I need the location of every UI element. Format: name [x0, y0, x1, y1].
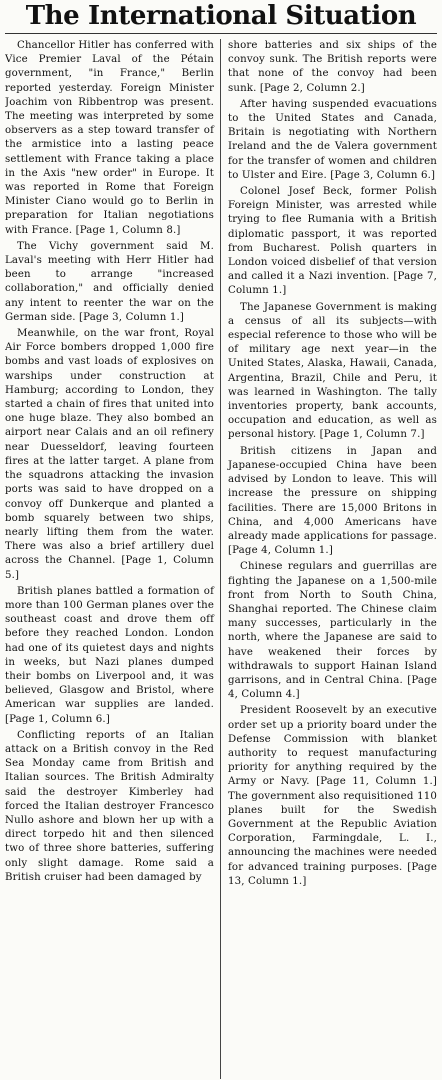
column-left — [5, 39, 221, 1079]
paragraph-japanese-census: The Japanese Government is making a census of all its subjects—with especial reference to those who will be of military age next year—in the United States, Alaska, Hawaii, Canada, Argentina, Brazil, Chile and Peru, it was learned in Washington. The tally inventories property, bank accounts, occupation and education, as well as personal history. [Page 1, Column 7.] — [228, 301, 437, 441]
headline-rule — [5, 33, 437, 34]
paragraph-raf-bombers: Meanwhile, on the war front, Royal Air Force bombers dropped 1,000 fire bombs and vast loads of explosives on warships under construction at Hamburg; according to London, they started a chain of fires that united into one huge blaze. They also bombed an airport near Calais and an oil refinery near Duesseldorf, leaving fourteen fires at the latter target. A plane from the squadrons attacking the invasion ports was said to have dropped on a convoy off Dunkerque and planted a bomb squarely between two ships, nearly lifting them from the water. There was also a brief artillery duel across the Channel. [Page 1, Column 5.] — [5, 328, 214, 581]
paragraph-british-planes: British planes battled a formation of more than 100 German planes over the southeast coast and drove them off before they reached London. London had one of its quietest days and nights in weeks, but Nazi planes dumped their bombs on Liverpool and, it was believed, Glasgow and Bristol, where American war supplies are landed. [Page 1, Column 6.] — [5, 585, 214, 725]
paragraph-british-citizens-japan: British citizens in Japan and Japanese-occupied China have been advised by London to leave. This will increase the pressure on shipping facilities. There are 15,000 Britons in China, and 4,000 Americans have already made applications for passage. [Page 4, Column 1.] — [228, 445, 437, 557]
article-columns — [5, 39, 437, 1079]
column-right — [228, 39, 437, 1079]
headline: The International Situation — [25, 1, 417, 31]
paragraph-colonel-beck: Colonel Josef Beck, former Polish Foreign Minister, was arrested while trying to flee Rumania with a British diplomatic passport, it was reported from Bucharest. Polish quarters in London voiced disbelief of that version and called it a Nazi invention. [Page 7, Column 1.] — [228, 186, 437, 297]
paragraph-roosevelt-priority: President Roosevelt by an executive order set up a priority board under the Defense Commission with blanket authority to request manufacturing priority for anything required by the Army or Navy. [Page 11, Column 1.] The government also requisitioned 110 planes built for the Swedish Government at the Republic Aviation Corporation, Farmingdale, L. I., announcing the machines were needed for advanced training purposes. [Page 13, Column 1.] — [228, 705, 437, 887]
paragraph-vichy: The Vichy government said M. Laval's meeting with Herr Hitler had been to arrange "increased collaboration," and officially denied any intent to reenter the war on the German side. [Page 3, Column 1.] — [5, 240, 214, 323]
paragraph-chinese-regulars: Chinese regulars and guerrillas are fighting the Japanese on a 1,500-mile front from North to South China, Shanghai reported. The Chinese claim many successes, particularly in the north, where the Japanese are said to have weakened their forces by withdrawals to support Hainan Island garrisons, and in Central China. [Page 4, Column 4.] — [228, 561, 437, 701]
paragraph-hitler-laval: Chancellor Hitler has conferred with Vice Premier Laval of the Pétain government, "in France," Berlin reported yesterday. Foreign Minister Joachim von Ribbentrop was present. The meeting was interpreted by some observers as a step toward transfer of the armistice into a lasting peace settlement with France taking a place in the Axis "new order" in Europe. It was reported in Rome that Foreign Minister Ciano would go to Berlin in preparation for Italian negotiations with France. [Page 1, Column 8.] — [5, 40, 214, 236]
paragraph-convoy-continued: shore batteries and six ships of the convoy sunk. The British reports were that none of the convoy had been sunk. [Page 2, Column 2.] — [228, 40, 437, 94]
paragraph-red-sea-convoy: Conflicting reports of an Italian attack on a British convoy in the Red Sea Monday came from British and Italian sources. The British Admiralty said the destroyer Kimberley had forced the Italian destroyer Francesco Nullo ashore and blown her up with a direct torpedo hit and then silenced two of three shore batteries, suffering only slight damage. Rome said a British cruiser had been damaged by — [5, 729, 214, 883]
paragraph-evacuations: After having suspended evacuations to the United States and Canada, Britain is negotiating with Northern Ireland and the de Valera government for the transfer of women and children to Ulster and Eire. [Page 3, Column 6.] — [228, 98, 437, 181]
